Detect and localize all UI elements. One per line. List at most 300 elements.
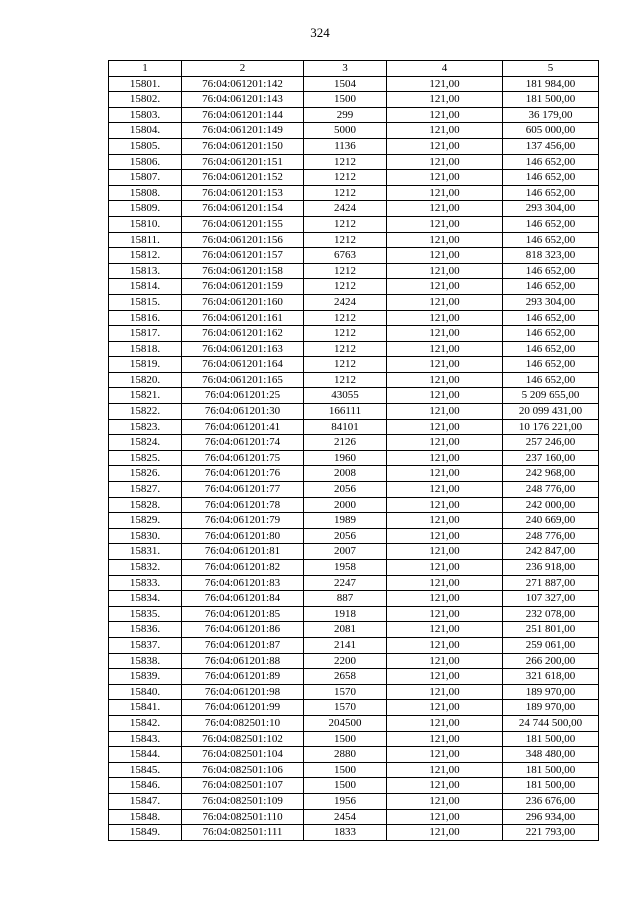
area-cell: 1956	[304, 793, 387, 809]
rate-cell: 121,00	[387, 388, 503, 404]
area-cell: 1212	[304, 341, 387, 357]
row-number-cell: 15803.	[109, 107, 182, 123]
value-cell: 5 209 655,00	[503, 388, 599, 404]
cadastral-number-cell: 76:04:082501:107	[182, 778, 304, 794]
row-number-cell: 15821.	[109, 388, 182, 404]
area-cell: 1212	[304, 185, 387, 201]
row-number-cell: 15813.	[109, 263, 182, 279]
area-cell: 2424	[304, 294, 387, 310]
column-header: 5	[503, 61, 599, 77]
row-number-cell: 15828.	[109, 497, 182, 513]
area-cell: 1960	[304, 450, 387, 466]
area-cell: 166111	[304, 404, 387, 420]
rate-cell: 121,00	[387, 216, 503, 232]
row-number-cell: 15829.	[109, 513, 182, 529]
rate-cell: 121,00	[387, 310, 503, 326]
area-cell: 1212	[304, 216, 387, 232]
row-number-cell: 15833.	[109, 575, 182, 591]
area-cell: 2454	[304, 809, 387, 825]
table-row	[109, 575, 599, 591]
area-cell: 1500	[304, 762, 387, 778]
table-row	[109, 669, 599, 685]
rate-cell: 121,00	[387, 294, 503, 310]
value-cell: 146 652,00	[503, 326, 599, 342]
row-number-cell: 15825.	[109, 450, 182, 466]
value-cell: 107 327,00	[503, 591, 599, 607]
row-number-cell: 15822.	[109, 404, 182, 420]
value-cell: 237 160,00	[503, 450, 599, 466]
rate-cell: 121,00	[387, 669, 503, 685]
table-header-row	[109, 61, 599, 77]
cadastral-number-cell: 76:04:061201:151	[182, 154, 304, 170]
row-number-cell: 15820.	[109, 372, 182, 388]
row-number-cell: 15845.	[109, 762, 182, 778]
table-row	[109, 560, 599, 576]
table-row	[109, 310, 599, 326]
cadastral-number-cell: 76:04:061201:163	[182, 341, 304, 357]
row-number-cell: 15840.	[109, 684, 182, 700]
row-number-cell: 15849.	[109, 825, 182, 841]
cadastral-number-cell: 76:04:061201:155	[182, 216, 304, 232]
row-number-cell: 15842.	[109, 715, 182, 731]
cadastral-number-cell: 76:04:082501:110	[182, 809, 304, 825]
table-body	[109, 76, 599, 840]
table-row	[109, 294, 599, 310]
cadastral-number-cell: 76:04:061201:83	[182, 575, 304, 591]
area-cell: 2007	[304, 544, 387, 560]
value-cell: 137 456,00	[503, 138, 599, 154]
row-number-cell: 15826.	[109, 466, 182, 482]
value-cell: 146 652,00	[503, 232, 599, 248]
cadastral-number-cell: 76:04:061201:161	[182, 310, 304, 326]
table-row	[109, 388, 599, 404]
area-cell: 1212	[304, 310, 387, 326]
rate-cell: 121,00	[387, 793, 503, 809]
row-number-cell: 15827.	[109, 482, 182, 498]
value-cell: 146 652,00	[503, 170, 599, 186]
row-number-cell: 15801.	[109, 76, 182, 92]
rate-cell: 121,00	[387, 404, 503, 420]
area-cell: 1212	[304, 326, 387, 342]
rate-cell: 121,00	[387, 419, 503, 435]
cadastral-number-cell: 76:04:061201:149	[182, 123, 304, 139]
row-number-cell: 15810.	[109, 216, 182, 232]
area-cell: 1570	[304, 684, 387, 700]
row-number-cell: 15843.	[109, 731, 182, 747]
cadastral-number-cell: 76:04:061201:76	[182, 466, 304, 482]
area-cell: 1212	[304, 263, 387, 279]
rate-cell: 121,00	[387, 279, 503, 295]
table-row	[109, 185, 599, 201]
table-row	[109, 544, 599, 560]
table-row	[109, 731, 599, 747]
area-cell: 1212	[304, 154, 387, 170]
rate-cell: 121,00	[387, 497, 503, 513]
cadastral-number-cell: 76:04:061201:30	[182, 404, 304, 420]
value-cell: 146 652,00	[503, 154, 599, 170]
cadastral-number-cell: 76:04:061201:156	[182, 232, 304, 248]
row-number-cell: 15831.	[109, 544, 182, 560]
row-number-cell: 15812.	[109, 248, 182, 264]
table-row	[109, 170, 599, 186]
area-cell: 1989	[304, 513, 387, 529]
cadastral-number-cell: 76:04:082501:10	[182, 715, 304, 731]
table-row	[109, 76, 599, 92]
row-number-cell: 15804.	[109, 123, 182, 139]
column-header: 3	[304, 61, 387, 77]
rate-cell: 121,00	[387, 809, 503, 825]
column-header: 4	[387, 61, 503, 77]
area-cell: 2126	[304, 435, 387, 451]
rate-cell: 121,00	[387, 778, 503, 794]
value-cell: 36 179,00	[503, 107, 599, 123]
cadastral-number-cell: 76:04:082501:106	[182, 762, 304, 778]
area-cell: 1212	[304, 279, 387, 295]
cadastral-number-cell: 76:04:061201:162	[182, 326, 304, 342]
row-number-cell: 15802.	[109, 92, 182, 108]
rate-cell: 121,00	[387, 170, 503, 186]
value-cell: 321 618,00	[503, 669, 599, 685]
cadastral-number-cell: 76:04:061201:89	[182, 669, 304, 685]
value-cell: 189 970,00	[503, 684, 599, 700]
area-cell: 1570	[304, 700, 387, 716]
value-cell: 146 652,00	[503, 310, 599, 326]
value-cell: 818 323,00	[503, 248, 599, 264]
cadastral-number-cell: 76:04:061201:85	[182, 606, 304, 622]
value-cell: 236 676,00	[503, 793, 599, 809]
area-cell: 1500	[304, 778, 387, 794]
row-number-cell: 15824.	[109, 435, 182, 451]
value-cell: 293 304,00	[503, 201, 599, 217]
value-cell: 146 652,00	[503, 357, 599, 373]
area-cell: 5000	[304, 123, 387, 139]
cadastral-number-cell: 76:04:061201:98	[182, 684, 304, 700]
table-row	[109, 372, 599, 388]
value-cell: 181 500,00	[503, 778, 599, 794]
area-cell: 2056	[304, 482, 387, 498]
rate-cell: 121,00	[387, 482, 503, 498]
rate-cell: 121,00	[387, 825, 503, 841]
value-cell: 348 480,00	[503, 747, 599, 763]
value-cell: 296 934,00	[503, 809, 599, 825]
table-row	[109, 404, 599, 420]
value-cell: 242 968,00	[503, 466, 599, 482]
cadastral-number-cell: 76:04:061201:153	[182, 185, 304, 201]
table-row	[109, 419, 599, 435]
value-cell: 10 176 221,00	[503, 419, 599, 435]
rate-cell: 121,00	[387, 622, 503, 638]
area-cell: 2056	[304, 528, 387, 544]
cadastral-number-cell: 76:04:061201:152	[182, 170, 304, 186]
cadastral-number-cell: 76:04:061201:74	[182, 435, 304, 451]
row-number-cell: 15839.	[109, 669, 182, 685]
area-cell: 1212	[304, 170, 387, 186]
cadastral-number-cell: 76:04:061201:81	[182, 544, 304, 560]
table-row	[109, 528, 599, 544]
table-row	[109, 497, 599, 513]
row-number-cell: 15836.	[109, 622, 182, 638]
rate-cell: 121,00	[387, 731, 503, 747]
value-cell: 146 652,00	[503, 263, 599, 279]
rate-cell: 121,00	[387, 357, 503, 373]
area-cell: 1958	[304, 560, 387, 576]
table-row	[109, 154, 599, 170]
cadastral-number-cell: 76:04:061201:154	[182, 201, 304, 217]
rate-cell: 121,00	[387, 123, 503, 139]
cadastral-number-cell: 76:04:061201:79	[182, 513, 304, 529]
rate-cell: 121,00	[387, 575, 503, 591]
table-row	[109, 92, 599, 108]
cadastral-number-cell: 76:04:061201:78	[182, 497, 304, 513]
table-row	[109, 793, 599, 809]
area-cell: 1918	[304, 606, 387, 622]
area-cell: 2141	[304, 637, 387, 653]
row-number-cell: 15811.	[109, 232, 182, 248]
row-number-cell: 15848.	[109, 809, 182, 825]
rate-cell: 121,00	[387, 248, 503, 264]
cadastral-number-cell: 76:04:082501:109	[182, 793, 304, 809]
cadastral-number-cell: 76:04:061201:41	[182, 419, 304, 435]
cadastral-number-cell: 76:04:061201:165	[182, 372, 304, 388]
value-cell: 605 000,00	[503, 123, 599, 139]
row-number-cell: 15830.	[109, 528, 182, 544]
table-row	[109, 482, 599, 498]
table-row	[109, 762, 599, 778]
table-row	[109, 606, 599, 622]
cadastral-number-cell: 76:04:061201:88	[182, 653, 304, 669]
row-number-cell: 15841.	[109, 700, 182, 716]
value-cell: 181 500,00	[503, 92, 599, 108]
row-number-cell: 15837.	[109, 637, 182, 653]
table-row	[109, 107, 599, 123]
rate-cell: 121,00	[387, 762, 503, 778]
row-number-cell: 15847.	[109, 793, 182, 809]
row-number-cell: 15816.	[109, 310, 182, 326]
row-number-cell: 15809.	[109, 201, 182, 217]
area-cell: 84101	[304, 419, 387, 435]
value-cell: 181 500,00	[503, 762, 599, 778]
area-cell: 2200	[304, 653, 387, 669]
value-cell: 242 000,00	[503, 497, 599, 513]
value-cell: 189 970,00	[503, 700, 599, 716]
rate-cell: 121,00	[387, 544, 503, 560]
table-row	[109, 232, 599, 248]
table-row	[109, 138, 599, 154]
table-row	[109, 263, 599, 279]
area-cell: 2880	[304, 747, 387, 763]
value-cell: 251 801,00	[503, 622, 599, 638]
rate-cell: 121,00	[387, 637, 503, 653]
rate-cell: 121,00	[387, 747, 503, 763]
rate-cell: 121,00	[387, 263, 503, 279]
row-number-cell: 15815.	[109, 294, 182, 310]
cadastral-number-cell: 76:04:061201:86	[182, 622, 304, 638]
table-row	[109, 326, 599, 342]
area-cell: 299	[304, 107, 387, 123]
rate-cell: 121,00	[387, 466, 503, 482]
table-row	[109, 809, 599, 825]
value-cell: 181 984,00	[503, 76, 599, 92]
area-cell: 1504	[304, 76, 387, 92]
cadastral-number-cell: 76:04:061201:144	[182, 107, 304, 123]
value-cell: 181 500,00	[503, 731, 599, 747]
table-row	[109, 591, 599, 607]
row-number-cell: 15808.	[109, 185, 182, 201]
rate-cell: 121,00	[387, 232, 503, 248]
rate-cell: 121,00	[387, 700, 503, 716]
table-row	[109, 248, 599, 264]
value-cell: 240 669,00	[503, 513, 599, 529]
value-cell: 293 304,00	[503, 294, 599, 310]
cadastral-number-cell: 76:04:061201:157	[182, 248, 304, 264]
cadastral-number-cell: 76:04:061201:25	[182, 388, 304, 404]
area-cell: 2247	[304, 575, 387, 591]
area-cell: 1212	[304, 232, 387, 248]
table-row	[109, 637, 599, 653]
row-number-cell: 15806.	[109, 154, 182, 170]
cadastral-number-cell: 76:04:061201:164	[182, 357, 304, 373]
area-cell: 1500	[304, 731, 387, 747]
rate-cell: 121,00	[387, 201, 503, 217]
row-number-cell: 15819.	[109, 357, 182, 373]
rate-cell: 121,00	[387, 653, 503, 669]
area-cell: 1833	[304, 825, 387, 841]
value-cell: 232 078,00	[503, 606, 599, 622]
data-table	[108, 60, 599, 841]
table-row	[109, 684, 599, 700]
table-row	[109, 466, 599, 482]
rate-cell: 121,00	[387, 138, 503, 154]
value-cell: 146 652,00	[503, 372, 599, 388]
rate-cell: 121,00	[387, 326, 503, 342]
value-cell: 221 793,00	[503, 825, 599, 841]
page-number: 324	[310, 25, 330, 40]
value-cell: 24 744 500,00	[503, 715, 599, 731]
rate-cell: 121,00	[387, 341, 503, 357]
cadastral-number-cell: 76:04:061201:84	[182, 591, 304, 607]
table-row	[109, 435, 599, 451]
cadastral-number-cell: 76:04:061201:82	[182, 560, 304, 576]
cadastral-number-cell: 76:04:082501:111	[182, 825, 304, 841]
rate-cell: 121,00	[387, 513, 503, 529]
row-number-cell: 15814.	[109, 279, 182, 295]
area-cell: 1136	[304, 138, 387, 154]
cadastral-number-cell: 76:04:061201:75	[182, 450, 304, 466]
table-row	[109, 357, 599, 373]
table-row	[109, 341, 599, 357]
rate-cell: 121,00	[387, 154, 503, 170]
value-cell: 146 652,00	[503, 279, 599, 295]
cadastral-number-cell: 76:04:061201:160	[182, 294, 304, 310]
value-cell: 259 061,00	[503, 637, 599, 653]
area-cell: 887	[304, 591, 387, 607]
area-cell: 1212	[304, 357, 387, 373]
rate-cell: 121,00	[387, 715, 503, 731]
area-cell: 2424	[304, 201, 387, 217]
area-cell: 2081	[304, 622, 387, 638]
table-row	[109, 513, 599, 529]
table-row	[109, 622, 599, 638]
row-number-cell: 15838.	[109, 653, 182, 669]
row-number-cell: 15805.	[109, 138, 182, 154]
row-number-cell: 15832.	[109, 560, 182, 576]
area-cell: 1212	[304, 372, 387, 388]
table-row	[109, 700, 599, 716]
rate-cell: 121,00	[387, 606, 503, 622]
rate-cell: 121,00	[387, 435, 503, 451]
rate-cell: 121,00	[387, 107, 503, 123]
cadastral-number-cell: 76:04:082501:102	[182, 731, 304, 747]
row-number-cell: 15818.	[109, 341, 182, 357]
cadastral-number-cell: 76:04:061201:158	[182, 263, 304, 279]
value-cell: 236 918,00	[503, 560, 599, 576]
table-row	[109, 747, 599, 763]
rate-cell: 121,00	[387, 372, 503, 388]
cadastral-number-cell: 76:04:061201:150	[182, 138, 304, 154]
value-cell: 242 847,00	[503, 544, 599, 560]
cadastral-number-cell: 76:04:061201:77	[182, 482, 304, 498]
table-row	[109, 653, 599, 669]
table-row	[109, 825, 599, 841]
column-header: 1	[109, 61, 182, 77]
rate-cell: 121,00	[387, 591, 503, 607]
row-number-cell: 15817.	[109, 326, 182, 342]
table-row	[109, 715, 599, 731]
area-cell: 2008	[304, 466, 387, 482]
area-cell: 1500	[304, 92, 387, 108]
cadastral-number-cell: 76:04:061201:142	[182, 76, 304, 92]
rate-cell: 121,00	[387, 76, 503, 92]
table-row	[109, 216, 599, 232]
area-cell: 2000	[304, 497, 387, 513]
value-cell: 248 776,00	[503, 528, 599, 544]
cadastral-number-cell: 76:04:082501:104	[182, 747, 304, 763]
cadastral-number-cell: 76:04:061201:99	[182, 700, 304, 716]
table-row	[109, 778, 599, 794]
rate-cell: 121,00	[387, 528, 503, 544]
column-header: 2	[182, 61, 304, 77]
table-row	[109, 279, 599, 295]
value-cell: 248 776,00	[503, 482, 599, 498]
area-cell: 6763	[304, 248, 387, 264]
rate-cell: 121,00	[387, 560, 503, 576]
table-row	[109, 450, 599, 466]
row-number-cell: 15844.	[109, 747, 182, 763]
cadastral-number-cell: 76:04:061201:159	[182, 279, 304, 295]
area-cell: 204500	[304, 715, 387, 731]
row-number-cell: 15846.	[109, 778, 182, 794]
table-row	[109, 123, 599, 139]
rate-cell: 121,00	[387, 92, 503, 108]
cadastral-number-cell: 76:04:061201:87	[182, 637, 304, 653]
cadastral-number-cell: 76:04:061201:143	[182, 92, 304, 108]
value-cell: 271 887,00	[503, 575, 599, 591]
rate-cell: 121,00	[387, 450, 503, 466]
row-number-cell: 15823.	[109, 419, 182, 435]
value-cell: 266 200,00	[503, 653, 599, 669]
value-cell: 146 652,00	[503, 185, 599, 201]
table-row	[109, 201, 599, 217]
rate-cell: 121,00	[387, 684, 503, 700]
row-number-cell: 15834.	[109, 591, 182, 607]
area-cell: 43055	[304, 388, 387, 404]
area-cell: 2658	[304, 669, 387, 685]
value-cell: 257 246,00	[503, 435, 599, 451]
row-number-cell: 15835.	[109, 606, 182, 622]
cadastral-number-cell: 76:04:061201:80	[182, 528, 304, 544]
value-cell: 20 099 431,00	[503, 404, 599, 420]
row-number-cell: 15807.	[109, 170, 182, 186]
